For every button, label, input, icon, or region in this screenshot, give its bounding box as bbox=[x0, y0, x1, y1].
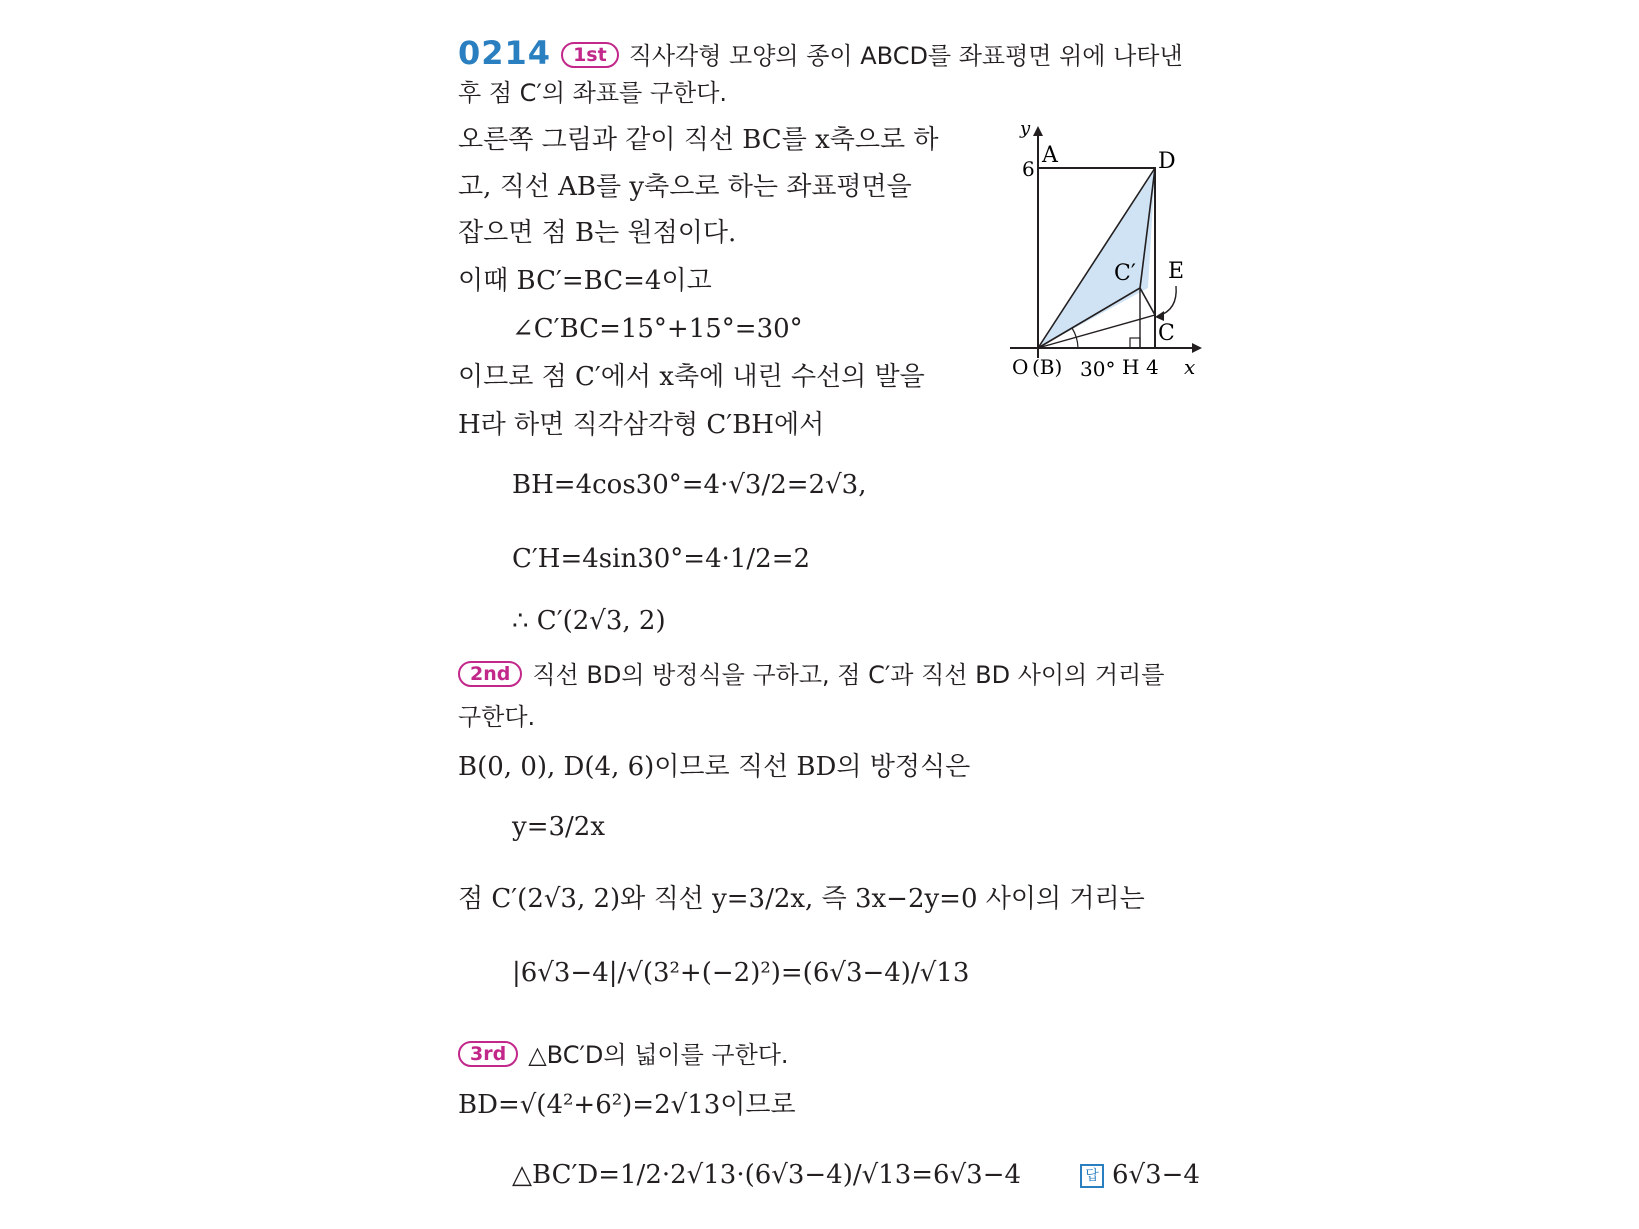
label-h: H bbox=[1122, 355, 1140, 379]
paragraph-distance: 점 C′(2√3, 2)와 직선 y=3/2x, 즉 3x−2y=0 사이의 거리는 bbox=[458, 884, 1145, 914]
coordinate-figure bbox=[1000, 118, 1220, 390]
step3-badge: 3rd bbox=[458, 1041, 518, 1067]
label-x: x bbox=[1184, 355, 1196, 379]
step3-heading bbox=[458, 1040, 789, 1070]
cprime-coordinates: ∴ C′(2√3, 2) bbox=[512, 606, 666, 636]
y-axis-arrow-icon bbox=[1033, 126, 1043, 136]
paragraph-1b: 고, 직선 AB를 y축으로 하는 좌표평면을 bbox=[458, 172, 912, 202]
label-e: E bbox=[1168, 259, 1185, 284]
step2-heading-text: 직선 BD의 방정식을 구하고, 점 C′과 직선 BD 사이의 거리를 bbox=[532, 661, 1165, 689]
answer-value: 6√3−4 bbox=[1112, 1160, 1200, 1190]
step1-heading-line2: 후 점 C′의 좌표를 구한다. bbox=[458, 79, 728, 107]
distance-equation: |6√3−4|/√(3²+(−2)²)=(6√3−4)/√13 bbox=[512, 958, 970, 988]
segment-cprime-e bbox=[1140, 288, 1155, 315]
step2-heading-line2: 구한다. bbox=[458, 703, 536, 731]
label-b: (B) bbox=[1032, 355, 1063, 379]
bd-length-equation: BD=√(4²+6²)=2√13이므로 bbox=[458, 1090, 796, 1120]
label-a: A bbox=[1042, 143, 1058, 168]
line-bd-equation: y=3/2x bbox=[512, 812, 605, 842]
e-pointer-arrow-icon bbox=[1155, 311, 1164, 321]
paragraph-3b: H라 하면 직각삼각형 C′BH에서 bbox=[458, 410, 825, 440]
step2-badge: 2nd bbox=[458, 661, 522, 687]
label-d: D bbox=[1158, 149, 1176, 174]
paragraph-3a: 이므로 점 C′에서 x축에 내린 수선의 발을 bbox=[458, 362, 925, 392]
answer-icon: 답 bbox=[1080, 1164, 1104, 1188]
paragraph-2a: 이때 BC′=BC=4이고 bbox=[458, 266, 712, 296]
label-angle: 30° bbox=[1080, 357, 1116, 381]
label-c: C bbox=[1158, 321, 1175, 346]
paragraph-1c: 잡으면 점 B는 원점이다. bbox=[458, 218, 737, 248]
paragraph-bd: B(0, 0), D(4, 6)이므로 직선 BD의 방정식은 bbox=[458, 752, 971, 782]
e-pointer-arrow bbox=[1158, 286, 1176, 316]
label-origin: O bbox=[1012, 355, 1029, 379]
step1-badge: 1st bbox=[561, 42, 619, 68]
label-four: 4 bbox=[1146, 355, 1159, 379]
x-axis-arrow-icon bbox=[1192, 343, 1202, 353]
bh-equation: BH=4cos30°=4·√3/2=2√3, bbox=[512, 470, 867, 500]
step1-heading bbox=[458, 34, 1183, 72]
paragraph-1a: 오른쪽 그림과 같이 직선 BC를 x축으로 하 bbox=[458, 125, 939, 155]
label-six: 6 bbox=[1022, 157, 1035, 181]
area-equation: △BC′D=1/2·2√13·(6√3−4)/√13=6√3−4 bbox=[512, 1160, 1022, 1190]
ch-equation: C′H=4sin30°=4·1/2=2 bbox=[512, 544, 811, 574]
label-y: y bbox=[1020, 118, 1031, 139]
angle-equation: ∠C′BC=15°+15°=30° bbox=[512, 314, 803, 344]
step1-heading-text: 직사각형 모양의 종이 ABCD를 좌표평면 위에 나타낸 bbox=[628, 42, 1183, 70]
step3-heading-text: △BC′D의 넓이를 구한다. bbox=[528, 1041, 789, 1069]
right-angle-mark bbox=[1130, 338, 1140, 348]
step2-heading bbox=[458, 660, 1164, 690]
answer bbox=[1080, 1160, 1200, 1190]
problem-number: 0214 bbox=[458, 34, 552, 72]
label-cprime: C′ bbox=[1114, 261, 1136, 286]
